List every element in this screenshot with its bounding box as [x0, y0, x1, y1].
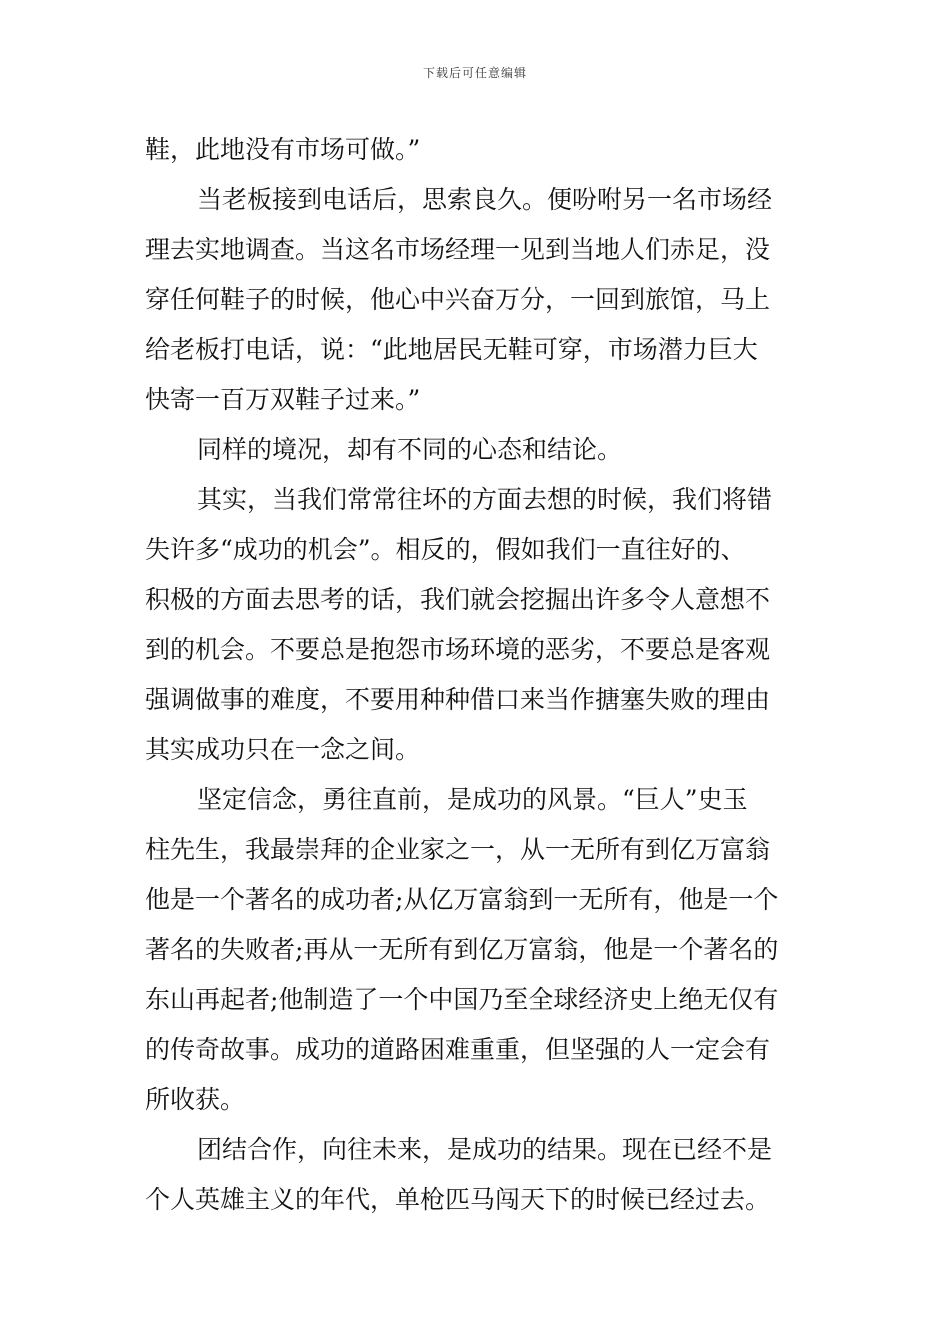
- text-line-7: 同样的境况，却有不同的心态和结论。: [197, 435, 623, 464]
- text-line-20: 所收获。: [145, 1085, 246, 1114]
- text-line-6: 快寄一百万双鞋子过来。”: [145, 385, 421, 414]
- document-body: [145, 125, 810, 1225]
- header-note: 下载后可任意编辑: [422, 66, 527, 80]
- text-line-2: 当老板接到电话后，思索良久。便吩咐另一名市场经: [197, 185, 773, 214]
- text-line-10: 积极的方面去思考的话，我们就会挖掘出许多令人意想不: [145, 585, 771, 614]
- text-line-13: 其实成功只在一念之间。: [145, 735, 421, 764]
- text-line-5: 给老板打电话，说：“此地居民无鞋可穿，市场潜力巨大: [145, 335, 758, 364]
- text-line-4: 穿任何鞋子的时候，他心中兴奋万分，一回到旅馆，马上: [145, 285, 771, 314]
- text-line-18: 东山再起者;他制造了一个中国乃至全球经济史上绝无仅有: [145, 985, 779, 1014]
- text-line-19: 的传奇故事。成功的道路困难重重，但坚强的人一定会有: [145, 1035, 771, 1064]
- text-line-8: 其实，当我们常常往坏的方面去想的时候，我们将错: [197, 485, 773, 514]
- text-line-12: 强调做事的难度，不要用种种借口来当作搪塞失败的理由: [145, 685, 771, 714]
- text-line-22: 个人英雄主义的年代，单枪匹马闯天下的时候已经过去。: [145, 1185, 771, 1214]
- text-line-3: 理去实地调查。当这名市场经理一见到当地人们赤足，没: [145, 235, 771, 264]
- text-line-17: 著名的失败者;再从一无所有到亿万富翁，他是一个著名的: [145, 935, 779, 964]
- text-line-15: 柱先生，我最崇拜的企业家之一，从一无所有到亿万富翁: [145, 835, 771, 864]
- text-line-11: 到的机会。不要总是抱怨市场环境的恶劣，不要总是客观: [145, 635, 771, 664]
- text-line-1: 鞋，此地没有市场可做。”: [145, 135, 421, 164]
- text-line-16: 他是一个著名的成功者;从亿万富翁到一无所有，他是一个: [145, 885, 779, 914]
- text-line-21: 团结合作，向往未来，是成功的结果。现在已经不是: [197, 1135, 773, 1164]
- text-line-9: 失许多“成功的机会”。相反的，假如我们一直往好的、: [145, 535, 746, 564]
- text-line-14: 坚定信念，勇往直前，是成功的风景。“巨人”史玉: [197, 785, 748, 814]
